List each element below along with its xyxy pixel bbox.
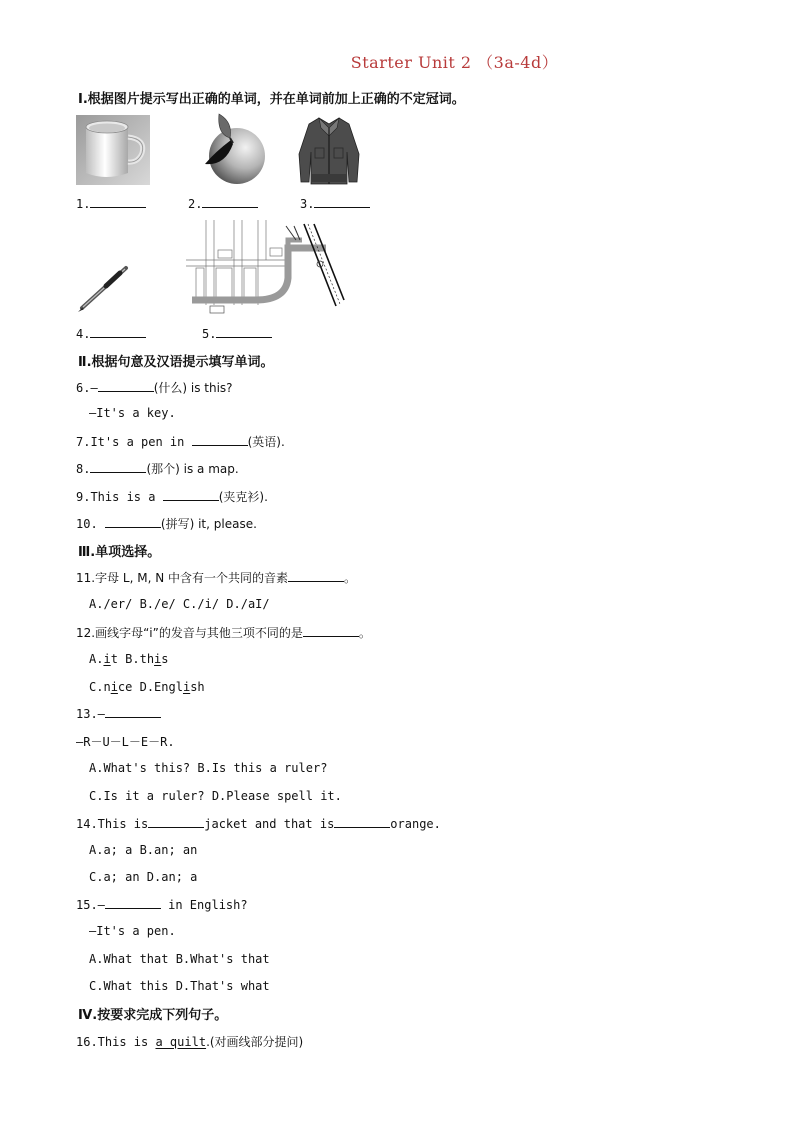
section-1-heading: Ⅰ.根据图片提示写出正确的单词，并在单词前加上正确的不定冠词。 xyxy=(78,92,465,107)
question-13: 13.— xyxy=(76,706,161,721)
answer-blank[interactable] xyxy=(105,516,161,528)
answer-blank[interactable] xyxy=(314,196,370,208)
picture-3-answer: 3. xyxy=(300,196,370,211)
question-13-options-cd: C.Is it a ruler? D.Please spell it. xyxy=(89,789,342,803)
answer-blank[interactable] xyxy=(148,816,204,828)
map-picture xyxy=(186,220,346,315)
question-15: 15.— in English? xyxy=(76,898,248,912)
answer-blank[interactable] xyxy=(163,489,219,501)
question-10: 10. (拼写) it, please. xyxy=(76,517,257,531)
picture-5-answer: 5. xyxy=(202,326,272,341)
question-6-reply: —It's a key. xyxy=(89,406,176,420)
question-9: 9.This is a (夹克衫). xyxy=(76,490,268,504)
question-13-options-ab: A.What's this? B.Is this a ruler? xyxy=(89,761,328,775)
question-14-options-cd: C.a; an D.an; a xyxy=(89,870,198,884)
answer-blank[interactable] xyxy=(90,461,146,473)
answer-blank[interactable] xyxy=(202,196,258,208)
answer-blank[interactable] xyxy=(105,897,161,909)
question-11-options: A./er/ B./e/ C./i/ D./aI/ xyxy=(89,597,270,611)
page-title: Starter Unit 2 （3a-4d） xyxy=(350,53,559,72)
question-15-options-ab: A.What that B.What's that xyxy=(89,952,270,966)
answer-blank[interactable] xyxy=(192,434,248,446)
question-7: 7.It's a pen in (英语). xyxy=(76,435,285,449)
question-14-options-ab: A.a; a B.an; an xyxy=(89,843,198,857)
question-15-options-cd: C.What this D.That's what xyxy=(89,979,270,993)
pen-picture xyxy=(76,262,132,314)
picture-2-answer: 2. xyxy=(188,196,258,211)
question-13-reply: —R－U－L－E－R. xyxy=(76,735,175,749)
question-12-options-ab: A.it B.this xyxy=(89,652,169,666)
answer-blank[interactable] xyxy=(98,380,154,392)
answer-blank[interactable] xyxy=(303,625,359,637)
section-2-heading: Ⅱ.根据句意及汉语提示填写单词。 xyxy=(78,355,274,370)
question-16: 16.This is a quilt.(对画线部分提问) xyxy=(76,1035,304,1049)
answer-blank[interactable] xyxy=(334,816,390,828)
section-3-heading: Ⅲ.单项选择。 xyxy=(78,545,161,560)
picture-1-answer: 1. xyxy=(76,196,146,211)
question-15-reply: —It's a pen. xyxy=(89,924,176,938)
question-8: 8. (那个) is a map. xyxy=(76,462,239,476)
question-14: 14.This is jacket and that is orange. xyxy=(76,817,441,831)
section-4-heading: Ⅳ.按要求完成下列句子。 xyxy=(78,1008,228,1023)
orange-picture xyxy=(203,112,267,186)
mug-picture xyxy=(76,115,150,185)
question-12: 12.画线字母“i”的发音与其他三项不同的是 。 xyxy=(76,626,371,640)
question-11: 11.字母 L, M, N 中含有一个共同的音素 。 xyxy=(76,571,357,585)
question-12-options-cd: C.nice D.English xyxy=(89,680,205,694)
jacket-picture xyxy=(297,114,361,186)
answer-blank[interactable] xyxy=(288,570,344,582)
answer-blank[interactable] xyxy=(216,326,272,338)
answer-blank[interactable] xyxy=(90,326,146,338)
answer-blank[interactable] xyxy=(90,196,146,208)
picture-4-answer: 4. xyxy=(76,326,146,341)
question-6: 6.— (什么) is this? xyxy=(76,381,233,395)
answer-blank[interactable] xyxy=(105,706,161,718)
